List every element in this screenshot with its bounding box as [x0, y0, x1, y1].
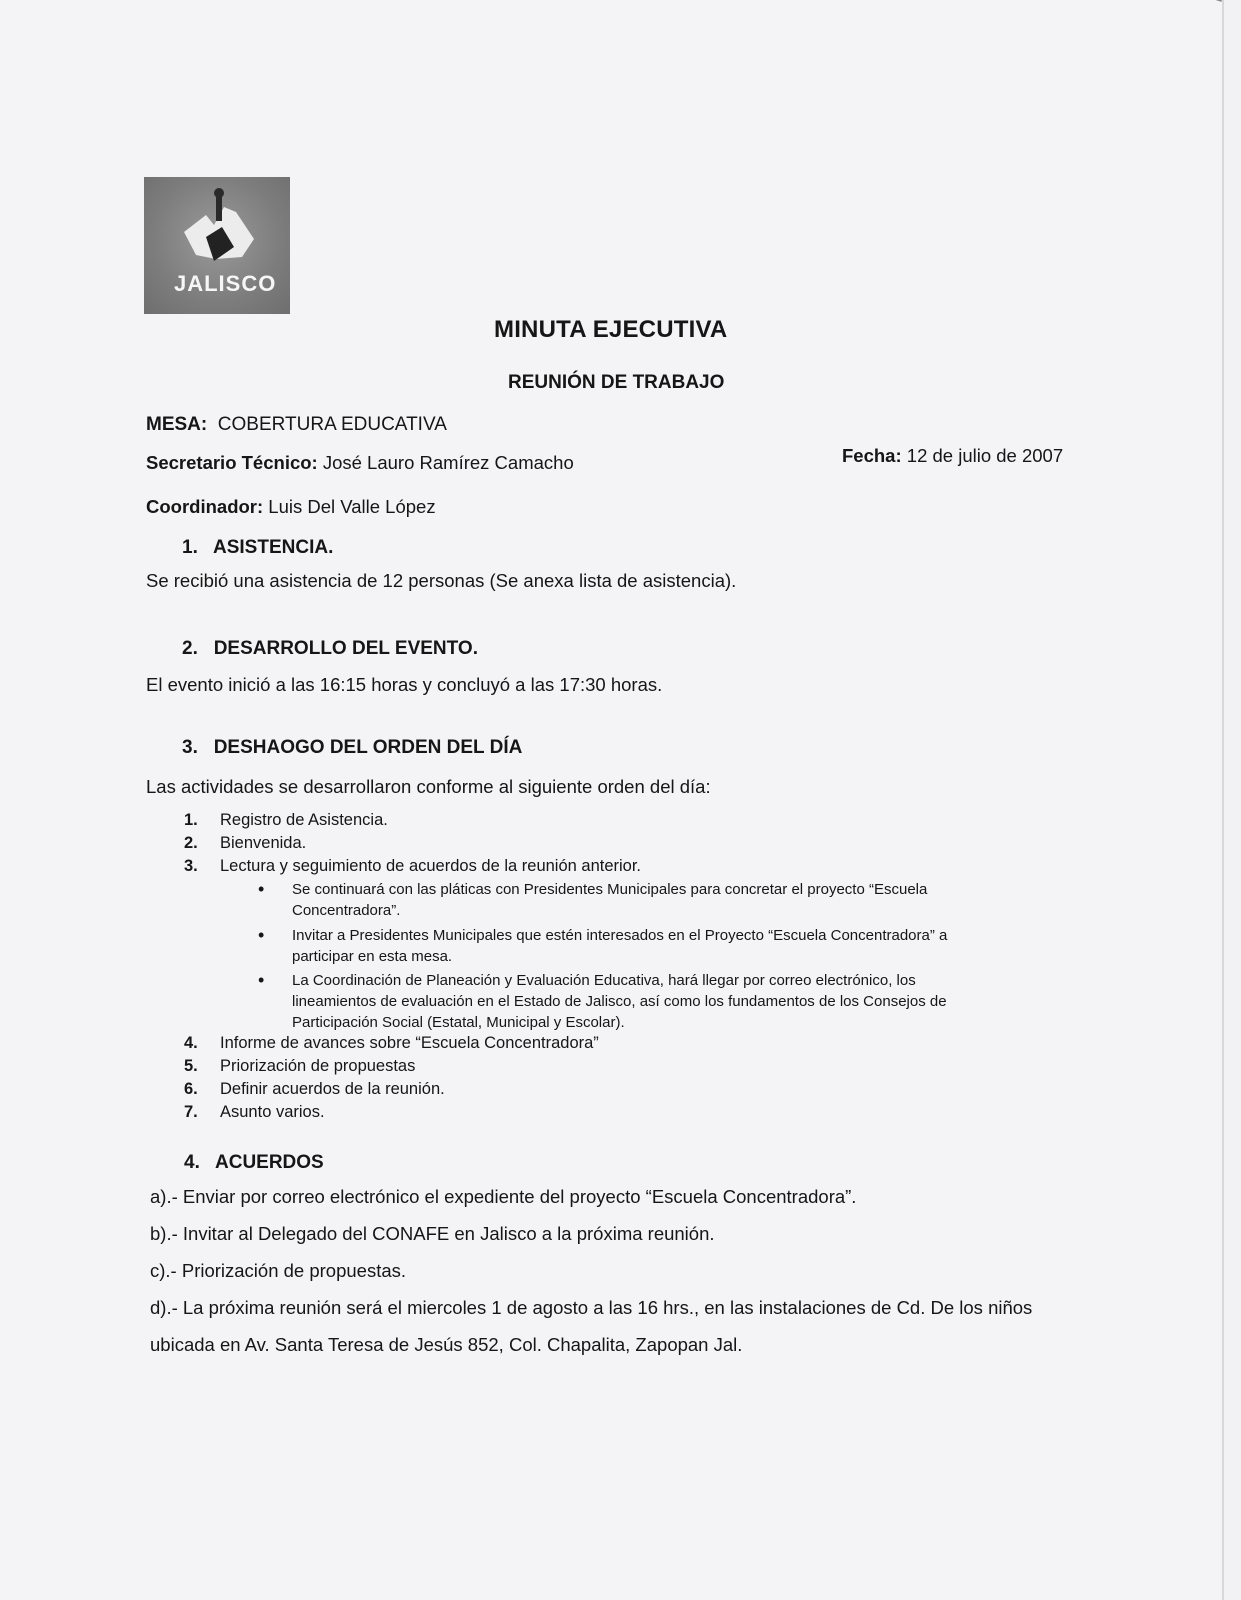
bullet-line: lineamientos de evaluación en el Estado de Jalisco, así como los fundamentos de los Consejos de: [292, 993, 947, 1010]
list-item-number: 2.: [184, 834, 198, 852]
section-3-heading: [182, 737, 522, 759]
section-number: 2.: [182, 638, 198, 659]
bullet-dot: •: [258, 879, 265, 899]
document-subtitle: REUNIÓN DE TRABAJO: [508, 372, 725, 393]
fecha-line: [842, 445, 1063, 467]
list-item-number: 4.: [184, 1034, 198, 1052]
list-item-text: Registro de Asistencia.: [220, 811, 388, 829]
document-title: MINUTA EJECUTIVA: [494, 316, 728, 343]
list-item-text: Priorización de propuestas: [220, 1057, 416, 1075]
list-item-text: Asunto varios.: [220, 1103, 325, 1121]
orden-intro: Las actividades se desarrollaron conforme al siguiente orden del día:: [146, 776, 711, 797]
fecha-label: Fecha:: [842, 445, 902, 466]
list-item-number: 3.: [184, 857, 198, 875]
coordinador-label: Coordinador:: [146, 496, 264, 517]
list-item-text: Definir acuerdos de la reunión.: [220, 1080, 445, 1098]
list-item-number: 1.: [184, 811, 198, 829]
list-item-text: Informe de avances sobre “Escuela Concentradora”: [220, 1034, 599, 1052]
bullet-dot: •: [258, 925, 265, 945]
jalisco-logo: [144, 177, 290, 314]
acuerdo-item: b).- Invitar al Delegado del CONAFE en Jalisco a la próxima reunión.: [150, 1223, 715, 1244]
logo-text: JALISCO: [174, 271, 277, 296]
page-corner-mark: [1187, 0, 1222, 19]
section-4-heading: [184, 1152, 324, 1174]
bullet-line: Participación Social (Estatal, Municipal y Escolar).: [292, 1014, 625, 1031]
section-title: DESHAOGO DEL ORDEN DEL DÍA: [213, 737, 523, 758]
list-item-text: Bienvenida.: [220, 834, 307, 852]
secretario-line: [146, 452, 574, 474]
secretario-value: José Lauro Ramírez Camacho: [322, 452, 574, 473]
mesa-line: [146, 414, 447, 436]
section-2-heading: [182, 638, 478, 660]
acuerdo-item: d).- La próxima reunión será el miercoles 1 de agosto a las 16 hrs., en las instalaciones de Cd. De los niños: [150, 1297, 1033, 1318]
section-title: ACUERDOS: [215, 1152, 324, 1173]
bullet-line: La Coordinación de Planeación y Evaluación Educativa, hará llegar por correo electrónico, los: [292, 972, 916, 989]
fecha-value: 12 de julio de 2007: [906, 445, 1064, 466]
section-number: 4.: [184, 1152, 200, 1173]
acuerdo-item: a).- Enviar por correo electrónico el expediente del proyecto “Escuela Concentradora”.: [150, 1186, 857, 1207]
bullet-line: Se continuará con las pláticas con Presidentes Municipales para concretar el proyecto “Escuela: [292, 881, 928, 898]
list-item-number: 5.: [184, 1057, 198, 1075]
bullet-dot: •: [258, 970, 265, 990]
list-item-number: 6.: [184, 1080, 198, 1098]
coordinador-line: [146, 496, 436, 518]
list-item-text: Lectura y seguimiento de acuerdos de la reunión anterior.: [220, 857, 642, 875]
section-1-heading: [182, 537, 333, 559]
acuerdo-item: c).- Priorización de propuestas.: [150, 1260, 407, 1281]
section-title: DESARROLLO DEL EVENTO.: [213, 638, 478, 659]
section-number: 1.: [182, 537, 198, 558]
asistencia-text: Se recibió una asistencia de 12 personas (Se anexa lista de asistencia).: [146, 570, 737, 591]
acuerdo-item: ubicada en Av. Santa Teresa de Jesús 852, Col. Chapalita, Zapopan Jal.: [150, 1334, 743, 1355]
section-number: 3.: [182, 737, 198, 758]
evento-text: El evento inició a las 16:15 horas y concluyó a las 17:30 horas.: [146, 674, 663, 695]
coordinador-value: Luis Del Valle López: [268, 496, 436, 517]
mesa-value: COBERTURA EDUCATIVA: [217, 414, 447, 435]
list-item-number: 7.: [184, 1103, 198, 1121]
section-title: ASISTENCIA.: [213, 537, 334, 558]
mesa-label: MESA:: [146, 414, 208, 435]
secretario-label: Secretario Técnico:: [146, 452, 318, 473]
bullet-line: Concentradora”.: [292, 902, 401, 919]
bullet-line: Invitar a Presidentes Municipales que estén interesados en el Proyecto “Escuela Concentradora” a: [292, 927, 948, 944]
bullet-line: participar en esta mesa.: [292, 948, 453, 965]
